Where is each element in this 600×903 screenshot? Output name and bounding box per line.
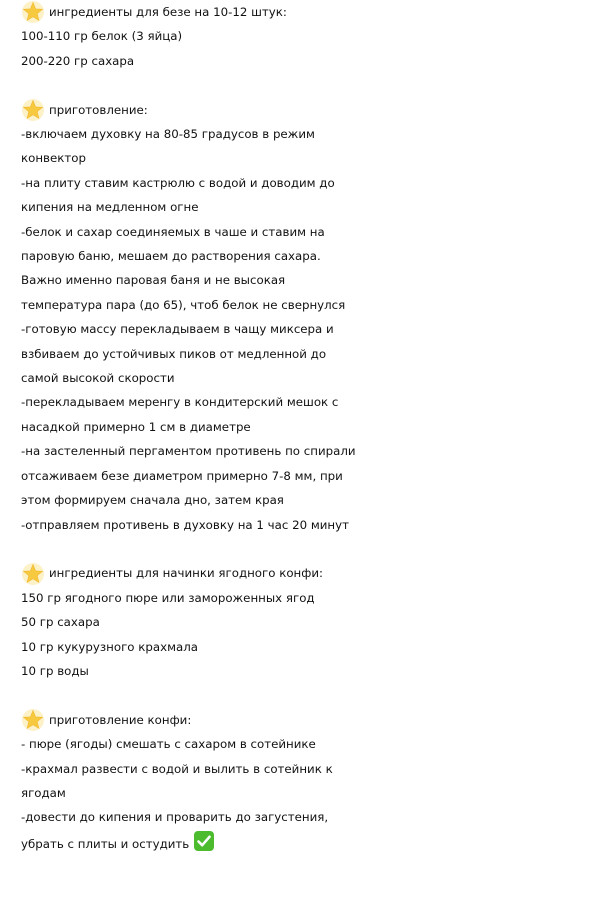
ingredient-line: 50 гр сахара xyxy=(21,615,100,630)
step-line: Важно именно паровая баня и не высокая xyxy=(21,273,286,288)
step-line: отсаживаем безе диаметром примерно 7-8 мм, при xyxy=(21,468,343,483)
step-line: ягодам xyxy=(21,785,66,800)
step-line: самой высокой скорости xyxy=(21,371,175,386)
section-heading-text: ингредиенты для начинки ягодного конфи: xyxy=(49,566,323,581)
section-heading xyxy=(21,708,600,732)
blank-line xyxy=(21,683,600,707)
step-line: насадкой примерно 1 см в диаметре xyxy=(21,419,251,434)
step-line: -отправляем противень в духовку на 1 час 20 минут xyxy=(21,517,349,532)
step-line: температура пара (до 65), чтоб белок не свернулся xyxy=(21,297,346,312)
section-heading-text: приготовление конфи: xyxy=(49,712,192,727)
blank-line xyxy=(21,73,600,97)
glowing-star-icon xyxy=(21,562,45,586)
ingredient-line: 150 гр ягодного пюре или замороженных ягод xyxy=(21,590,315,605)
section-heading xyxy=(21,98,600,122)
ingredient-line: 10 гр воды xyxy=(21,663,89,678)
check-mark-button-icon xyxy=(193,830,215,852)
step-line: -готовую массу перекладываем в чащу миксера и xyxy=(21,322,334,337)
section-heading-text: ингредиенты для безе на 10-12 штук: xyxy=(49,5,287,19)
step-line: -перекладываем меренгу в кондитерский мешок с xyxy=(21,395,339,410)
step-line-text: убрать с плиты и остудить xyxy=(21,836,190,851)
blank-line xyxy=(21,537,600,561)
step-line: взбиваем до устойчивых пиков от медленной до xyxy=(21,346,327,361)
step-line: кипения на медленном огне xyxy=(21,200,199,215)
section-heading-text: приготовление: xyxy=(49,102,148,117)
step-line: -включаем духовку на 80-85 градусов в режим xyxy=(21,127,315,142)
step-line-final xyxy=(21,830,600,856)
step-line: - пюре (ягоды) смешать с сахаром в сотейнике xyxy=(21,737,316,752)
step-line: -крахмал развести с водой и вылить в сотейник к xyxy=(21,761,333,776)
section-heading xyxy=(21,0,600,24)
glowing-star-icon xyxy=(21,708,45,732)
step-line: -на застеленный пергаментом противень по спирали xyxy=(21,444,356,459)
ingredient-line: 10 гр кукурузного крахмала xyxy=(21,639,198,654)
step-line: конвектор xyxy=(21,151,86,166)
ingredient-line: 100-110 гр белок (3 яйца) xyxy=(21,29,183,44)
step-line: этом формируем сначала дно, затем края xyxy=(21,493,284,508)
step-line: -довести до кипения и проварить до загустения, xyxy=(21,810,329,825)
glowing-star-icon xyxy=(21,98,45,122)
step-line: -белок и сахар соединяемых в чаше и ставим на xyxy=(21,224,325,239)
step-line: -на плиту ставим кастрюлю с водой и доводим до xyxy=(21,175,335,190)
ingredient-line: 200-220 гр сахара xyxy=(21,53,135,68)
step-line: паровую баню, мешаем до растворения сахара. xyxy=(21,249,321,264)
section-heading xyxy=(21,561,600,585)
glowing-star-icon xyxy=(21,0,45,24)
